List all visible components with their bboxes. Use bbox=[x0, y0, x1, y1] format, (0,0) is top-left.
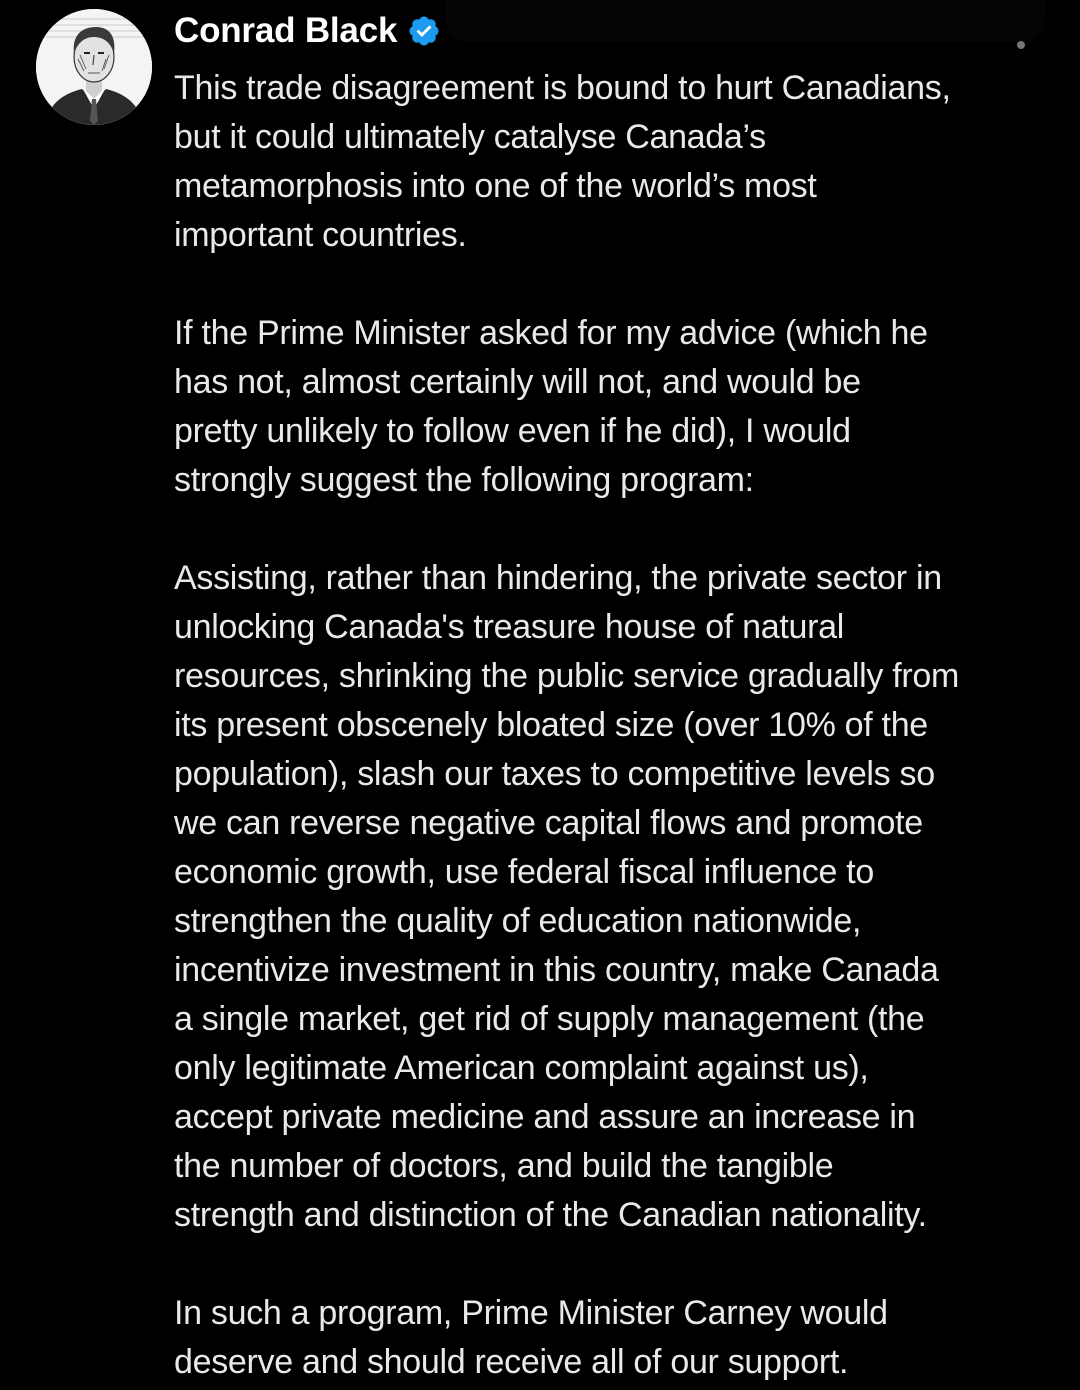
post-paragraph-1 bbox=[174, 64, 1054, 260]
redacted-region bbox=[445, 0, 1045, 42]
text-line: a single market, get rid of supply management (the bbox=[174, 1000, 925, 1038]
text-line: strengthen the quality of education nationwide, bbox=[174, 902, 862, 940]
post-paragraph-3 bbox=[174, 554, 1054, 1240]
text-line: but it could ultimately catalyse Canada’s bbox=[174, 118, 766, 156]
text-line: economic growth, use federal fiscal influence to bbox=[174, 853, 874, 891]
text-line: population), slash our taxes to competitive levels so bbox=[174, 755, 935, 793]
text-line: only legitimate American complaint against us), bbox=[174, 1049, 869, 1087]
text-line: Assisting, rather than hindering, the private sector in bbox=[174, 559, 942, 597]
text-line: strength and distinction of the Canadian nationality. bbox=[174, 1196, 927, 1234]
engraved-portrait-avatar-icon bbox=[36, 9, 152, 125]
post-text bbox=[174, 64, 1054, 1387]
text-line: This trade disagreement is bound to hurt Canadians, bbox=[174, 69, 951, 107]
author-display-name[interactable]: Conrad Black bbox=[174, 11, 398, 50]
text-line: has not, almost certainly will not, and would be bbox=[174, 363, 861, 401]
text-line: important countries. bbox=[174, 216, 467, 254]
post-header bbox=[174, 8, 441, 54]
text-line: If the Prime Minister asked for my advice (which he bbox=[174, 314, 928, 352]
text-line: unlocking Canada's treasure house of natural bbox=[174, 608, 844, 646]
text-line: metamorphosis into one of the world’s most bbox=[174, 167, 817, 205]
avatar[interactable] bbox=[36, 9, 152, 125]
text-line: the number of doctors, and build the tangible bbox=[174, 1147, 834, 1185]
text-line: deserve and should receive all of our support. bbox=[174, 1343, 849, 1381]
text-line: incentivize investment in this country, make Canada bbox=[174, 951, 939, 989]
text-line: pretty unlikely to follow even if he did), I would bbox=[174, 412, 851, 450]
text-line: its present obscenely bloated size (over 10% of the bbox=[174, 706, 928, 744]
text-line: strongly suggest the following program: bbox=[174, 461, 754, 499]
post-paragraph-2 bbox=[174, 309, 1054, 505]
text-line: In such a program, Prime Minister Carney would bbox=[174, 1294, 888, 1332]
text-line: resources, shrinking the public service gradually from bbox=[174, 657, 960, 695]
post-paragraph-4 bbox=[174, 1289, 1054, 1387]
text-line: accept private medicine and assure an increase in bbox=[174, 1098, 916, 1136]
verified-badge-icon[interactable] bbox=[407, 14, 441, 48]
text-line: we can reverse negative capital flows and promote bbox=[174, 804, 923, 842]
more-options-icon[interactable] bbox=[1017, 41, 1025, 49]
